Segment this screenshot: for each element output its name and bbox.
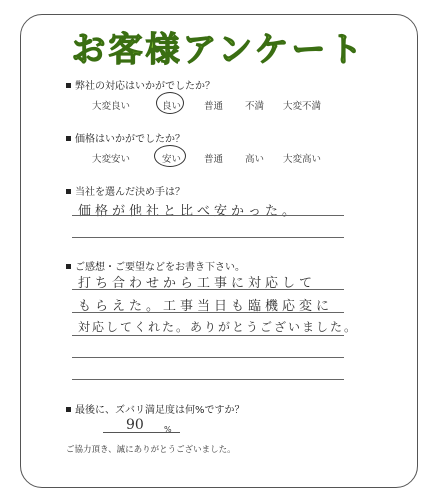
question-2	[66, 130, 185, 145]
q3-handwritten-answer: 価格が他社と比べ安かった。	[78, 204, 300, 219]
question-3-label: 当社を選んだ決め手は？	[75, 187, 185, 198]
question-5-label: 最後に、ズバリ満足度は何%ですか？	[75, 405, 245, 416]
q4-handwritten-line-1: 打ち合わせから工事に対応して	[78, 276, 317, 291]
question-1-label: 弊社の対応はいかがでしたか？	[75, 81, 215, 92]
q4-answer-line-4	[72, 357, 344, 358]
bullet-square-icon	[66, 407, 71, 412]
bullet-square-icon	[66, 83, 71, 88]
satisfaction-value: 90	[126, 417, 144, 433]
satisfaction-answer-line	[103, 432, 180, 433]
q4-answer-line-2	[72, 312, 344, 313]
question-2-label: 価格はいかがでしたか？	[75, 134, 185, 145]
survey-title: お客様アンケート	[71, 30, 366, 70]
question-3	[66, 183, 185, 198]
q3-answer-line-2	[72, 237, 344, 238]
q1-option-1[interactable]: 大変良い	[92, 101, 131, 112]
bullet-square-icon	[66, 136, 71, 141]
q4-answer-line-1	[72, 289, 344, 290]
q2-selection-circle	[154, 145, 186, 167]
q3-answer-line-1	[72, 215, 344, 216]
bullet-square-icon	[66, 189, 71, 194]
q2-option-4[interactable]: 高い	[245, 154, 265, 165]
question-5	[66, 401, 245, 416]
q1-selection-circle	[156, 92, 184, 114]
q2-option-3[interactable]: 普通	[204, 154, 224, 165]
q4-handwritten-line-3: 対応してくれた。ありがとうございました。	[78, 320, 359, 334]
q1-option-5[interactable]: 大変不満	[283, 101, 322, 112]
q2-option-2[interactable]: 安い	[162, 154, 182, 165]
q4-answer-line-5	[72, 379, 344, 380]
q4-answer-line-3	[72, 335, 344, 336]
q4-handwritten-line-2: もらえた。工事当日も臨機応変に	[78, 299, 334, 314]
q1-option-4[interactable]: 不満	[245, 101, 265, 112]
question-1	[66, 77, 215, 92]
q2-option-1[interactable]: 大変安い	[92, 154, 131, 165]
question-4	[66, 258, 245, 273]
q2-option-5[interactable]: 大変高い	[283, 154, 322, 165]
thank-you-message: ご協力頂き、誠にありがとうございました。	[66, 445, 236, 455]
q1-option-2[interactable]: 良い	[162, 101, 182, 112]
bullet-square-icon	[66, 264, 71, 269]
q1-option-3[interactable]: 普通	[204, 101, 224, 112]
satisfaction-unit: %	[164, 425, 172, 434]
question-4-label: ご感想・ご要望などをお書き下さい。	[75, 262, 245, 273]
